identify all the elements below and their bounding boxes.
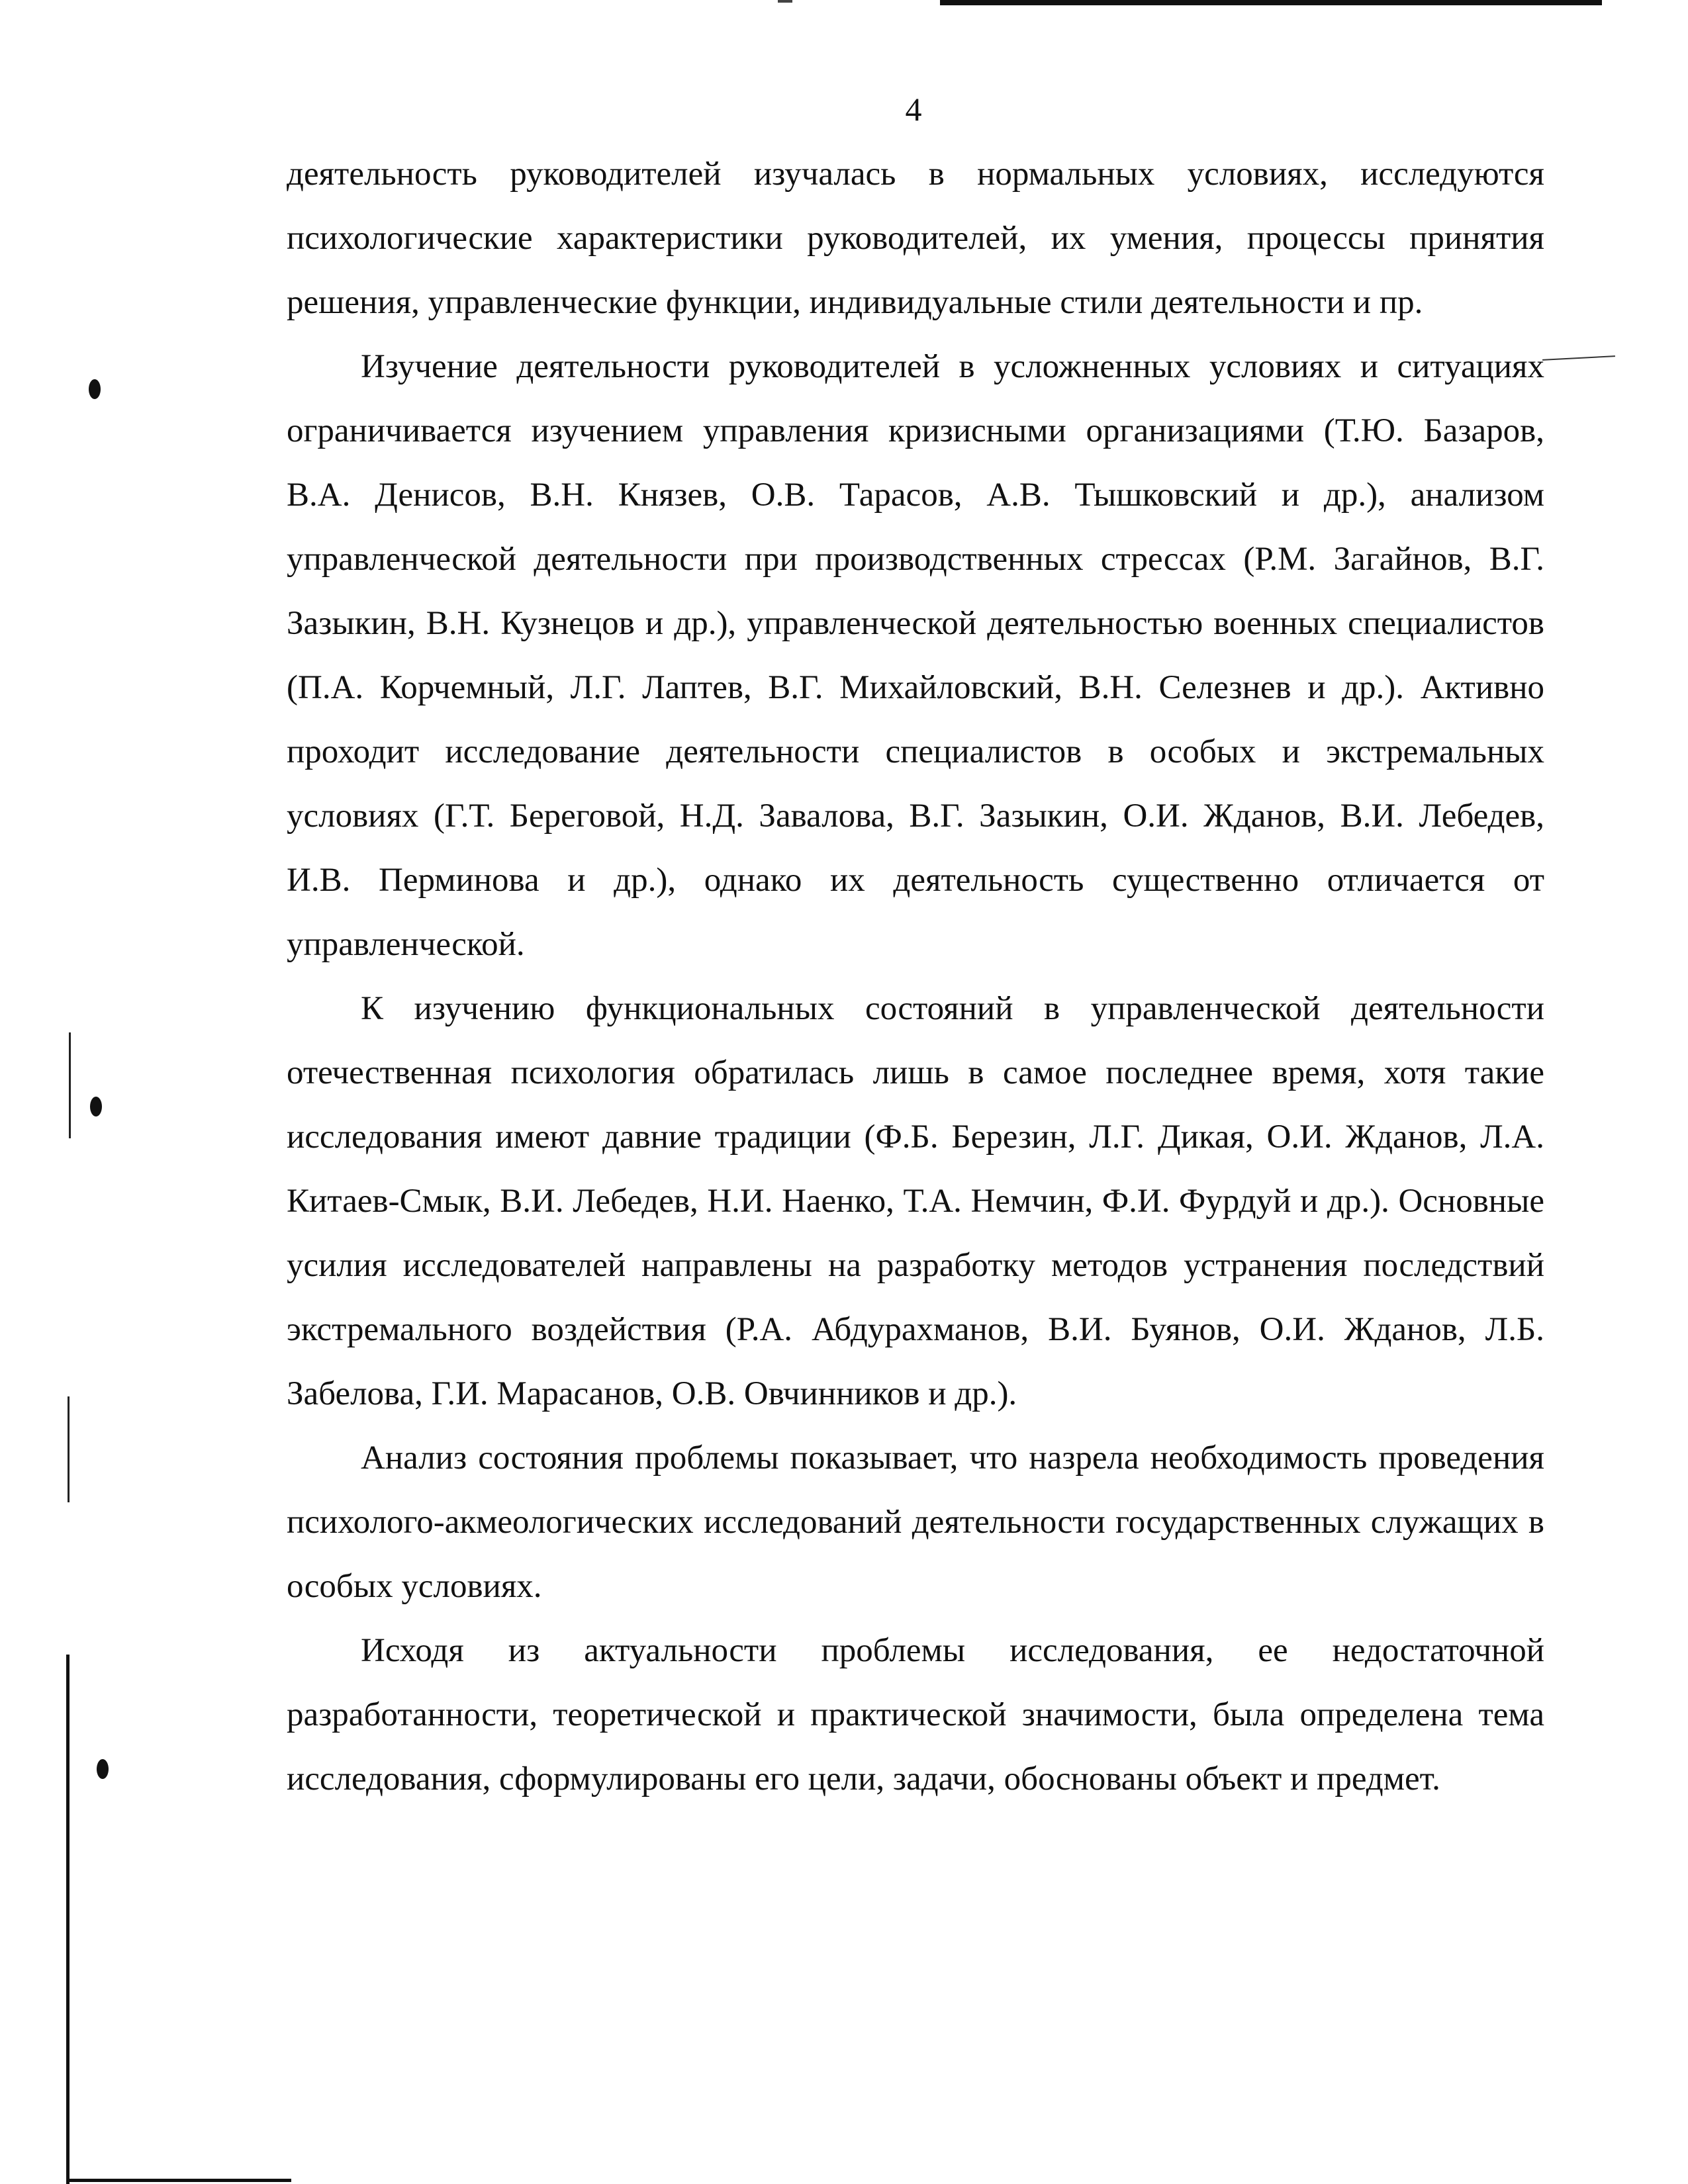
paragraph: Анализ состояния проблемы показывает, что назрела необходимость проведения психолого-акмеологических исследований деятельности государственных служащих в особых условиях. xyxy=(287,1439,1544,1605)
paragraph-continued: деятельность руководителей изучалась в нормальных условиях, исследуются психологические характеристики руководителей, их умения, процессы принятия решения, управленческие функции, индивидуальные стили деятельности и пр. xyxy=(287,156,1544,321)
body-text xyxy=(287,142,1544,1811)
pen-dash-mark xyxy=(1542,355,1615,361)
paragraph: К изучению функциональных состояний в управленческой деятельности отечественная психология обратилась лишь в самое последнее время, хотя такие исследования имеют давние традиции (Ф.Б. Березин, Л.Г. Дикая, О.И. Жданов, Л.А. Китаев-Смык, В.И. Лебедев, Н.И. Наенко, Т.А. Немчин, Ф.И. Фурдуй и др.). Основные усилия исследователей направлены на разработку методов устранения последствий экстремального воздействия (Р.А. Абдурахманов, В.И. Буянов, О.И. Жданов, Л.Б. Забелова, Г.И. Марасанов, О.В. Овчинников и др.). xyxy=(287,990,1544,1412)
binder-hole-mark xyxy=(89,379,101,399)
binder-hole-mark xyxy=(97,1759,109,1779)
binder-hole-mark xyxy=(90,1097,102,1116)
page-number: 4 xyxy=(905,91,922,128)
paragraph: Изучение деятельности руководителей в усложненных условиях и ситуациях ограничивается изучением управления кризисными организациями (Т.Ю. Базаров, В.А. Денисов, В.Н. Князев, О.В. Тарасов, А.В. Тышковский и др.), анализом управленческой деятельности при производственных стрессах (Р.М. Загайнов, В.Г. Зазыкин, В.Н. Кузнецов и др.), управленческой деятельностью военных специалистов (П.А. Корчемный, Л.Г. Лаптев, В.Г. Михайловский, В.Н. Селезнев и др.). Активно проходит исследование деятельности специалистов в особых и экстремальных условиях (Г.Т. Береговой, Н.Д. Завалова, В.Г. Зазыкин, О.И. Жданов, В.И. Лебедев, И.В. Перминова и др.), однако их деятельность существенно отличается от управленческой. xyxy=(287,348,1544,963)
scan-left-edge xyxy=(66,1655,70,2184)
scan-top-tick xyxy=(778,0,792,3)
scan-margin-line xyxy=(68,1396,70,1502)
paragraph: Исходя из актуальности проблемы исследования, ее недостаточной разработанности, теоретической и практической значимости, была определена тема исследования, сформулированы его цели, задачи, обоснованы объект и предмет. xyxy=(287,1632,1544,1797)
scan-bottom-edge xyxy=(66,2179,291,2182)
scan-top-rule xyxy=(940,0,1602,5)
scan-margin-line xyxy=(69,1032,71,1138)
